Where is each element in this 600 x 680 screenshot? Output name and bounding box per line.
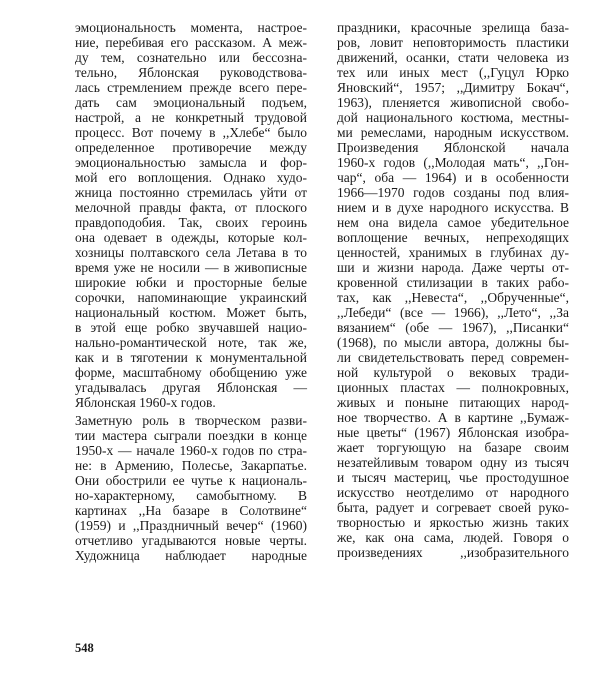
- text-line: (1968), по мысли автора, должны бы-: [337, 335, 569, 350]
- text-line: 1960-х годов (,,Молодая мать“, ,,Гон-: [337, 155, 569, 170]
- text-line: движений, осанки, стати человека из: [337, 50, 569, 65]
- text-line: Яблонская 1960-х годов.: [75, 395, 216, 410]
- text-line: кровенной стилизации в таких рабо-: [337, 275, 569, 290]
- text-line: как и в тяготении к монументальной: [75, 350, 307, 365]
- text-line: ние, перебивая его рассказом. А меж-: [75, 35, 307, 50]
- text-line: быта, радует и согревает своей руко-: [337, 500, 569, 515]
- text-line: жница постоянно стремилась уйти от: [75, 185, 307, 200]
- text-line: ров, ловит неповторимость пластики: [337, 35, 569, 50]
- text-line: угадывалась другая Яблонская —: [75, 380, 307, 395]
- text-line: широкие юбки и просторные белые: [75, 275, 307, 290]
- text-line: нием и в духе народного искусства. В: [337, 200, 569, 215]
- text-line: праздники, красочные зрелища база-: [337, 20, 569, 35]
- text-line: жает торгующую на базаре своим: [337, 440, 569, 455]
- text-line: творностью и яркостью жизнь таких: [337, 515, 569, 530]
- text-line: Они обострили ее чутье к националь-: [75, 473, 307, 488]
- text-line: воплощение вечных, непреходящих: [337, 230, 569, 245]
- paragraph: [75, 413, 307, 563]
- text-line: ной культурой о вековых тради-: [337, 365, 569, 380]
- text-line: ционных пластах — полнокровных,: [337, 380, 569, 395]
- text-line: эмоциональностью замысла и фор-: [75, 155, 307, 170]
- text-line: нально-романтической ноте, так же,: [75, 335, 307, 350]
- text-line: незатейливым товаром одну из тысяч: [337, 455, 569, 470]
- text-line: эмоциональность момента, настрое-: [75, 20, 307, 35]
- text-line: Художница наблюдает народные: [75, 548, 307, 563]
- text-line: тех или иных мест (,,Гуцул Юрко: [337, 65, 569, 80]
- text-line: Заметную роль в творческом разви-: [75, 413, 307, 428]
- text-line: же, как она сама, людей. Говоря о: [337, 530, 569, 545]
- text-line: чар“, оба — 1964) и в особенности: [337, 170, 569, 185]
- text-line: (1959) и ,,Праздничный вечер“ (1960): [75, 518, 307, 533]
- text-line: она одевает в одежды, которые кол-: [75, 230, 307, 245]
- paragraph: [75, 20, 307, 410]
- text-line: время уже не носили — в живописные: [75, 260, 307, 275]
- text-line: мой его воплощения. Однако худо-: [75, 170, 307, 185]
- page-number: 548: [75, 641, 94, 655]
- text-line: лась стремлением прежде всего пере-: [75, 80, 307, 95]
- text-line: ши и жизни народа. Даже черты от-: [337, 260, 569, 275]
- text-line: не: в Армению, Полесье, Закарпатье.: [75, 458, 307, 473]
- text-line: 1950-х — начале 1960-х годов по стра-: [75, 443, 307, 458]
- text-line: в этой еще робко звучавшей нацио-: [75, 320, 307, 335]
- text-line: хозницы полтавского села Летава в то: [75, 245, 307, 260]
- text-line: Яновский“, 1957; ,,Димитру Бокач“,: [337, 80, 569, 95]
- text-column-right: [337, 20, 569, 563]
- text-line: дать сам эмоциональный подъем,: [75, 95, 307, 110]
- text-line: национальный костюм. Может быть,: [75, 305, 307, 320]
- text-line: отчетливо угадываются новые черты.: [75, 533, 307, 548]
- text-line: дой национального костюма, местны-: [337, 110, 569, 125]
- text-line: определенное противоречие между: [75, 140, 307, 155]
- text-line: но-характерному, самобытному. В: [75, 488, 307, 503]
- text-column-left: [75, 20, 307, 566]
- text-line: и тысяч мастериц, чье простодушное: [337, 470, 569, 485]
- text-line: ду тем, сознательно или бессозна-: [75, 50, 307, 65]
- text-line: 1963), пленяется живописной свобо-: [337, 95, 569, 110]
- text-line: мелочной правды факта, от плоского: [75, 200, 307, 215]
- text-line: ,,Лебеди“ (все — 1966), ,,Лето“, ,,За: [337, 305, 569, 320]
- text-line: ли свидетельствовать перед современ-: [337, 350, 569, 365]
- text-line: вязанием“ (обе — 1967), ,,Писанки“: [337, 320, 569, 335]
- text-line: тии мастера сыграли поездки в конце: [75, 428, 307, 443]
- text-line: ные цветы“ (1967) Яблонская изобра-: [337, 425, 569, 440]
- text-line: живых и поныне питающих народ-: [337, 395, 569, 410]
- paragraph: [337, 20, 569, 560]
- text-line: тах, как ,,Невеста“, ,,Обрученные“,: [337, 290, 569, 305]
- text-line: тельно, Яблонская руководствова-: [75, 65, 307, 80]
- text-line: настрой, а не конкретный трудовой: [75, 110, 307, 125]
- text-line: Произведения Яблонской начала: [337, 140, 569, 155]
- text-line: нем она видела самое убедительное: [337, 215, 569, 230]
- text-line: форме, масштабному обобщению уже: [75, 365, 307, 380]
- text-line: 1966—1970 годов созданы под влия-: [337, 185, 569, 200]
- text-line: искусство неотделимо от народного: [337, 485, 569, 500]
- text-line: ми ремеслами, народным искусством.: [337, 125, 569, 140]
- text-line: ное творчество. А в картине ,,Бумаж-: [337, 410, 569, 425]
- text-line: процесс. Вот почему в ,,Хлебе“ было: [75, 125, 307, 140]
- text-line: произведениях ,,изобразительного: [337, 545, 569, 560]
- text-line: картинах ,,На базаре в Солотвине“: [75, 503, 307, 518]
- text-line: сорочки, напоминающие украинский: [75, 290, 307, 305]
- text-line: правдоподобия. Так, своих героинь: [75, 215, 307, 230]
- text-line: ценностей, хранимых в глубинах ду-: [337, 245, 569, 260]
